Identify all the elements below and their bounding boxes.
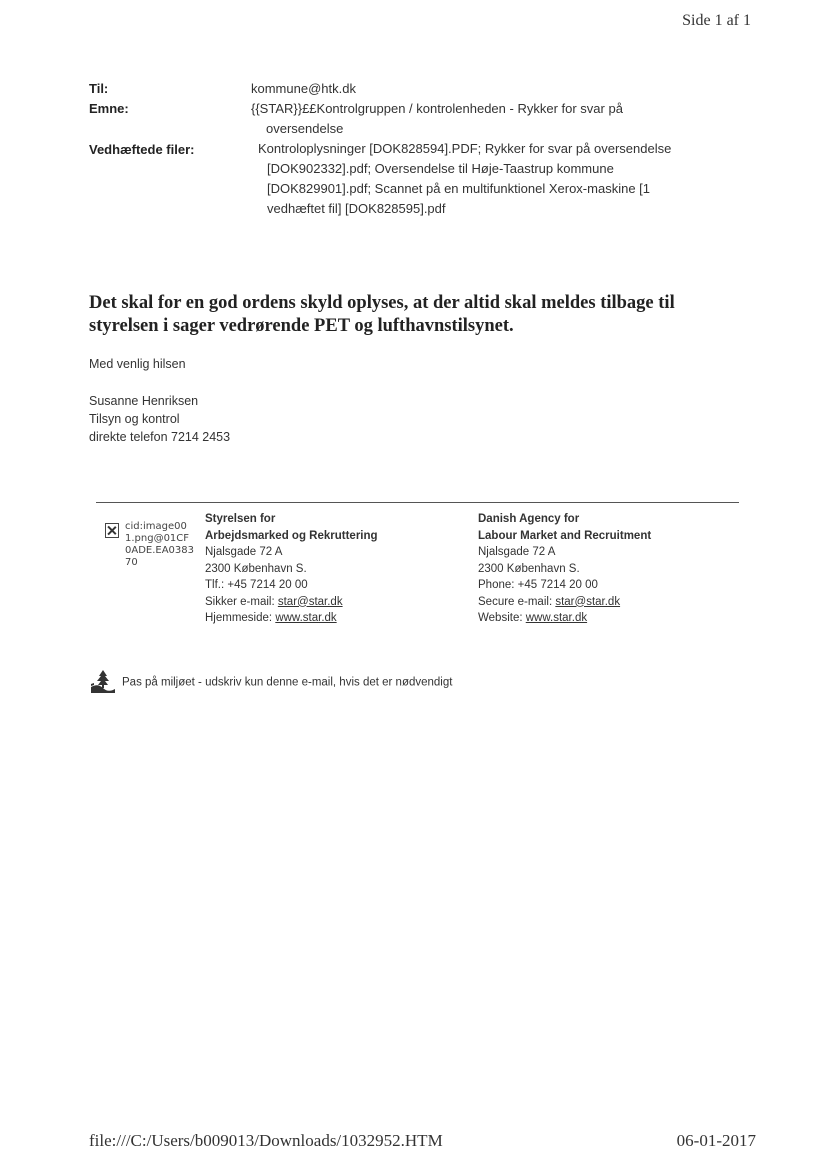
website-link[interactable]: www.star.dk (525, 612, 588, 624)
notice-paragraph (89, 292, 739, 338)
website-line (205, 610, 378, 627)
email-line (478, 594, 651, 611)
notice-line: styrelsen i sager vedrørende PET og lufthavnstilsynet. (89, 316, 514, 336)
phone-line: Phone: +45 7214 20 00 (478, 579, 598, 591)
signature-divider (96, 502, 739, 503)
website-label: Hjemmeside: (205, 612, 276, 624)
to-email-link[interactable]: kommune@htk.dk (251, 81, 356, 96)
greeting: Med venlig hilsen (89, 357, 186, 371)
subject-line: oversendelse (266, 121, 344, 136)
page-number-header: Side 1 af 1 (682, 12, 751, 29)
logo-image-placeholder (105, 521, 195, 568)
agency-name-line: Danish Agency for (478, 513, 580, 525)
sender-name: Susanne Henriksen (89, 394, 199, 408)
email-line (205, 594, 378, 611)
notice-line: Det skal for en god ordens skyld oplyses, at der altid skal meldes tilbage til (89, 293, 675, 313)
broken-image-icon (105, 523, 119, 538)
website-line (478, 610, 651, 627)
attachments-line: vedhæftet fil] [DOK828595].pdf (267, 201, 446, 216)
attachments-value (258, 139, 738, 219)
sender-phone: direkte telefon 7214 2453 (89, 430, 231, 444)
environment-note (90, 669, 452, 696)
attachments-label: Vedhæftede filer: (89, 142, 195, 157)
email-link[interactable]: star@star.dk (555, 595, 621, 608)
attachments-line: [DOK902332].pdf; Oversendelse til Høje-Taastrup kommune (267, 161, 614, 176)
agency-name-line: Arbejdsmarked og Rekruttering (205, 529, 378, 542)
subject-value (251, 99, 731, 139)
environment-note-text: Pas på miljøet - udskriv kun denne e-mail, hvis det er nødvendigt (122, 676, 453, 689)
email-label: Secure e-mail: (478, 595, 556, 608)
image-alt-text: cid:image001.png@01CF0ADE.EA038370 (125, 521, 195, 568)
email-label: Sikker e-mail: (205, 595, 278, 608)
to-value (251, 79, 731, 99)
print-date-footer: 06-01-2017 (676, 1131, 756, 1150)
to-label: Til: (89, 81, 109, 96)
attachments-line: [DOK829901].pdf; Scannet på en multifunktionel Xerox-maskine [1 (267, 181, 650, 196)
website-link[interactable]: www.star.dk (275, 612, 337, 624)
phone-line: Tlf.: +45 7214 20 00 (205, 579, 308, 591)
signature-english-column (478, 511, 651, 627)
subject-label: Emne: (89, 101, 129, 116)
tree-icon (90, 669, 116, 696)
agency-name-line: Styrelsen for (205, 513, 276, 525)
file-path-footer: file:///C:/Users/b009013/Downloads/1032952.HTM (89, 1131, 443, 1150)
signature-danish-column (205, 511, 378, 627)
city-address: 2300 København S. (478, 562, 580, 575)
sender-department: Tilsyn og kontrol (89, 412, 180, 426)
attachments-line: Kontroloplysninger [DOK828594].PDF; Rykker for svar på oversendelse (258, 141, 672, 156)
agency-name-line: Labour Market and Recruitment (478, 529, 652, 542)
website-label: Website: (478, 612, 526, 624)
street-address: Njalsgade 72 A (205, 546, 283, 558)
email-link[interactable]: star@star.dk (277, 595, 343, 608)
city-address: 2300 København S. (205, 562, 307, 575)
subject-line: {{STAR}}££Kontrolgruppen / kontrolenheden - Rykker for svar på (251, 101, 623, 116)
street-address: Njalsgade 72 A (478, 546, 556, 558)
